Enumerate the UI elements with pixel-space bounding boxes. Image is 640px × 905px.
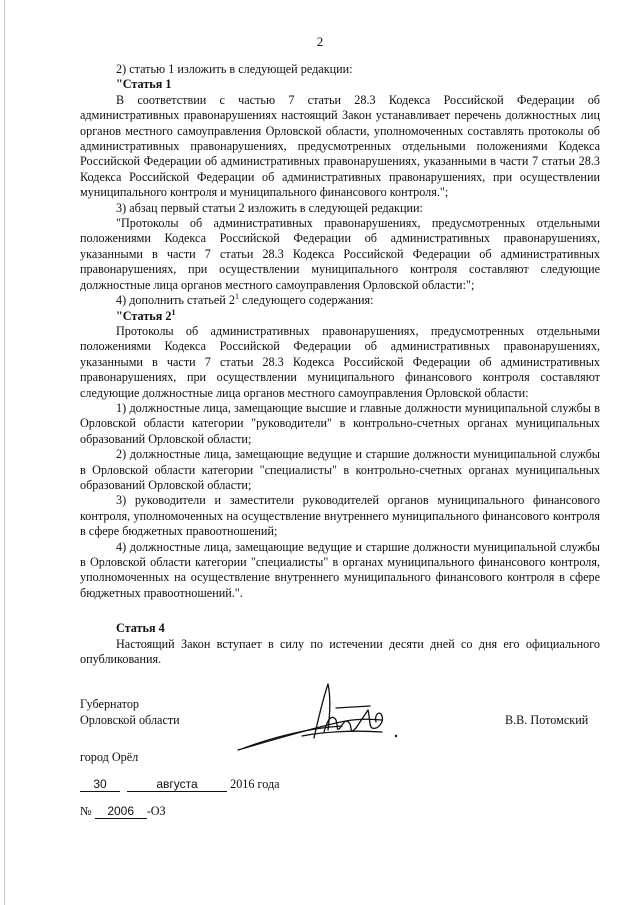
amendment-item: 3) абзац первый статьи 2 изложить в следующей редакции: bbox=[116, 200, 423, 215]
signing-date bbox=[80, 777, 280, 792]
list-item: 3) руководители и заместители руководителей органов муниципального финансового контроля, уполномоченных на осуществление внутреннего муниципального финансового контроля в сфере бюджетных правоотношений; bbox=[80, 493, 600, 539]
amendment-item: 2) статью 1 изложить в следующей редакции: bbox=[116, 62, 353, 76]
article-heading-text: "Статья 2 bbox=[116, 308, 172, 323]
place-of-signing: город Орёл bbox=[80, 750, 139, 764]
article-heading: Статья 4 bbox=[116, 621, 165, 636]
law-text bbox=[80, 62, 600, 667]
article-heading: "Статья 1 bbox=[116, 77, 172, 92]
signatory-title-line: Орловской области bbox=[80, 713, 180, 727]
article-paragraph: Настоящий Закон вступает в силу по истечении десяти дней со дня его официального опубликования. bbox=[80, 636, 600, 667]
superscript-number: 1 bbox=[171, 307, 176, 317]
amendment-item bbox=[80, 293, 600, 308]
article-heading bbox=[80, 309, 600, 324]
signatory-title-line: Губернатор bbox=[80, 697, 140, 711]
handwritten-signature bbox=[232, 678, 407, 758]
list-item: 1) должностные лица, замещающие высшие и главные должности муниципальной службы в Орловской области категории "руководители" в контрольно-счетных органах муниципальных образований Орловской области; bbox=[80, 400, 600, 446]
date-day: 30 bbox=[80, 777, 120, 792]
article-paragraph: Протоколы об административных правонарушениях, предусмотренных отдельными положениями Кодекса Российской Федерации об административных правонарушениях, указанными в части 7 статьи 28.3 Кодекса Российской Федерации об административных правонарушениях, при осуществлении муниципального финансового контроля составляют следующие должностные лица органов местного самоуправления Орловской области: bbox=[80, 323, 600, 400]
number-value: 2006 bbox=[95, 804, 147, 819]
law-number bbox=[80, 804, 166, 819]
list-item: 4) должностные лица, замещающие ведущие и старшие должности муниципальной службы в Орловской области категории "специалисты" в органах муниципального финансового контроля, уполномоченных на осуществление внутреннего муниципального финансового контроля в сфере бюджетных правоотношений.". bbox=[80, 539, 600, 600]
amendment-item-text: 4) дополнить статьей 2 bbox=[116, 293, 235, 308]
number-suffix: -ОЗ bbox=[146, 804, 166, 818]
signatory-title bbox=[80, 696, 180, 728]
date-year: 2016 года bbox=[230, 777, 280, 791]
article-paragraph: "Протоколы об административных правонарушениях, предусмотренных отдельными положениями Кодекса Российской Федерации об административных правонарушениях, указанными в части 7 статьи 28.3 Кодекса Российской Федерации об административных правонарушениях, при осуществлении муниципального контроля составляют следующие должностные лица органов местного самоуправления Орловской области:"; bbox=[80, 216, 600, 292]
number-prefix: № bbox=[80, 804, 92, 818]
scan-edge-line bbox=[4, 0, 5, 905]
page-number: 2 bbox=[316, 34, 324, 49]
list-item: 2) должностные лица, замещающие ведущие и старшие должности муниципальной службы в Орловской области категории "специалисты" в контрольно-счетных органах муниципальных образований Орловской области; bbox=[80, 447, 600, 492]
article-paragraph: В соответствии с частью 7 статьи 28.3 Кодекса Российской Федерации об административных правонарушениях настоящий Закон устанавливает перечень должностных лиц органов местного самоуправления Орловской области, уполномоченных составлять протоколы об административных правонарушениях, предусмотренных отдельными положениями Кодекса Российской Федерации об административных правонарушениях, указанными в части 7 статьи 28.3 Кодекса Российской Федерации об административных правонарушениях, при осуществлении муниципального контроля и муниципального финансового контроля."; bbox=[80, 92, 600, 200]
amendment-item-text: следующего содержания: bbox=[242, 293, 374, 308]
superscript-number: 1 bbox=[234, 292, 239, 302]
signatory-name: В.В. Потомский bbox=[505, 713, 589, 727]
date-month: августа bbox=[127, 777, 227, 792]
